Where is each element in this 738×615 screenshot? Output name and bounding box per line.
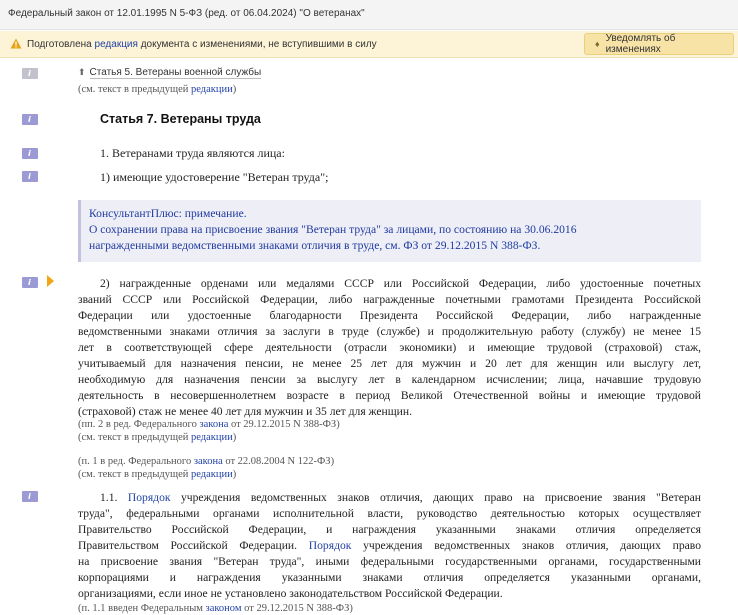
text-line: Правительством Российской Федерации. Порядок учреждения ведомственных знаков отличия, дающих право: [78, 539, 701, 552]
previous-edition-note: (см. текст в предыдущей редакции): [78, 84, 237, 95]
amendment-note: (пп. 2 в ред. Федерального закона от 29.12.2015 N 388-ФЗ): [78, 419, 340, 430]
paragraph-1-1-1: [78, 490, 701, 602]
text-line: деятельность в несовершеннолетнем возрасте в период Великой Отечественной войны и имеющие трудовой: [78, 389, 701, 402]
consultant-note: [78, 200, 701, 262]
warning-icon: [10, 38, 22, 49]
text-line: 1.1. Порядок учреждения ведомственных знаков отличия, дающих право на присвоение звания "Ветеран: [100, 491, 701, 504]
warning-text: Подготовлена редакция документа с изменениями, не вступившими в силу: [27, 39, 377, 50]
text-line: Федерации или удостоенные благодарности Президента Российской Федерации, либо награжденные: [78, 309, 701, 322]
notify-changes-label: Уведомлять об изменениях: [605, 33, 676, 55]
breadcrumb[interactable]: [78, 67, 261, 78]
current-position-arrow-icon: [47, 275, 54, 287]
text-line: (страховой) стаж не менее 40 лет для мужчин и 35 лет для женщин.: [78, 405, 412, 418]
text-line: 2) награжденные орденами или медалями СССР или Российской Федерации, либо удостоенные почетных: [100, 277, 701, 290]
notify-changes-button[interactable]: [584, 33, 734, 55]
previous-edition-link[interactable]: редакции: [190, 469, 233, 480]
text-line: лет в соответствующей сфере деятельности (отрасли экономики) и имеющие трудовой (страховой) стаж,: [78, 341, 701, 354]
consultant-note-line: О сохранении права на присвоение звания "Ветеран труда" за лицами, по состоянию на 30.06.2016: [89, 223, 577, 236]
document-title: Федеральный закон от 12.01.1995 N 5-ФЗ (ред. от 06.04.2024) "О ветеранах": [8, 8, 365, 19]
info-marker-icon[interactable]: i: [22, 171, 38, 182]
previous-edition-link[interactable]: редакции: [190, 432, 233, 443]
previous-edition-note: (см. текст в предыдущей редакции): [78, 469, 237, 480]
procedure-link[interactable]: Порядок: [127, 491, 171, 504]
document-body: [0, 59, 738, 615]
law-388-link[interactable]: N 388-ФЗ: [489, 239, 538, 252]
law-link[interactable]: законом: [205, 603, 242, 614]
law-link[interactable]: закона: [193, 456, 223, 467]
info-marker-icon[interactable]: i: [22, 148, 38, 159]
breadcrumb-link[interactable]: Статья 5. Ветераны военной службы: [89, 67, 262, 78]
previous-edition-link[interactable]: редакции: [190, 84, 233, 95]
paragraph-1-1: 1) имеющие удостоверение "Ветеран труда";: [100, 170, 329, 184]
warning-bar: [0, 31, 738, 58]
bell-icon: ♦: [595, 39, 600, 49]
info-marker-icon[interactable]: i: [22, 491, 38, 502]
text-line: Правительство Российской Федерации, и награждения указанными знаками отличия определяется: [78, 523, 701, 536]
article-heading: Статья 7. Ветераны труда: [100, 112, 261, 126]
consultant-note-line: награжденными ведомственными знаками отличия в труде, см. ФЗ от 29.12.2015 N 388-ФЗ.: [89, 239, 541, 252]
amendment-note: (п. 1.1 введен Федеральным законом от 29.12.2015 N 388-ФЗ): [78, 603, 353, 614]
law-link[interactable]: закона: [199, 419, 229, 430]
procedure-link[interactable]: Порядок: [308, 539, 352, 552]
text-line: ведомственными знаками отличия за заслуги в труде (службе) и продолжительную работу (службу) не менее 15: [78, 325, 701, 338]
edition-link[interactable]: редакция: [94, 39, 138, 50]
info-marker-icon[interactable]: i: [22, 68, 38, 79]
text-line: необходимую для назначения пенсии за выслугу лет в календарном исчислении; лица, начавшие трудовую: [78, 373, 701, 386]
info-marker-icon[interactable]: i: [22, 114, 38, 125]
text-line: организациями, если иное не установлено законодательством Российской Федерации.: [78, 587, 503, 600]
info-marker-icon[interactable]: i: [22, 277, 38, 288]
amendment-note: (п. 1 в ред. Федерального закона от 22.08.2004 N 122-ФЗ): [78, 456, 335, 467]
paragraph-1-2: [78, 276, 701, 420]
text-line: учитываемый для назначения пенсии, не менее 25 лет для мужчин и 20 лет для женщин или выслугу лет,: [78, 357, 701, 370]
text-line: званий СССР или Российской Федерации, либо награжденные почетными грамотами Президента Российской: [78, 293, 701, 306]
title-bar: [0, 0, 738, 30]
text-line: на присвоение звания "Ветеран труда", иными федеральными государственными органами, государственными: [78, 555, 701, 568]
text-line: корпорациями и награждения указанными знаками отличия определяется указанными органами,: [78, 571, 701, 584]
consultant-note-title: КонсультантПлюс: примечание.: [89, 207, 247, 220]
previous-edition-note: (см. текст в предыдущей редакции): [78, 432, 237, 443]
arrow-up-icon: ⬆: [78, 67, 86, 77]
text-line: труда", федеральными органами исполнительной власти, руководство деятельностью которых осуществляет: [78, 507, 701, 520]
paragraph-1: 1. Ветеранами труда являются лица:: [100, 146, 285, 160]
